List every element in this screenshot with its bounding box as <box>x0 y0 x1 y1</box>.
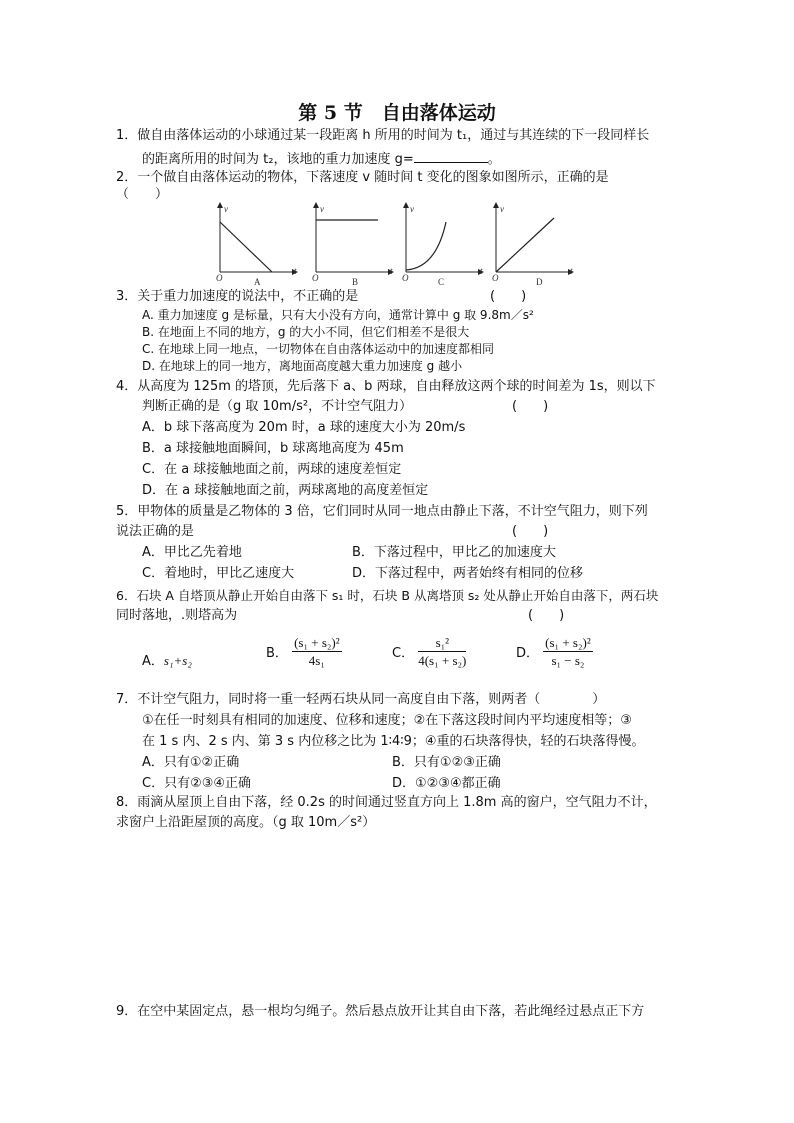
q4-option-c: C．在 a 球接触地面之前，两球的速度差恒定 <box>142 462 402 477</box>
graph-b-label: B <box>352 277 359 287</box>
q8-line2: 求窗户上沿距屋顶的高度。（g 取 10m／s²） <box>116 815 376 830</box>
q5-option-d: D．下落过程中，两者始终有相同的位移 <box>352 566 584 581</box>
q3-answer-paren: ( ) <box>490 289 527 304</box>
q6-option-a: A．s₁+s₂ <box>142 653 192 669</box>
q7-line3: 在 1 s 内、2 s 内、第 3 s 内位移之比为 1∶4∶9；④重的石块落得快，轻的石块落得慢。 <box>142 734 645 749</box>
q6-line2: 同时落地，.则塔高为 <box>116 608 238 623</box>
graph-a-label: A <box>254 277 261 287</box>
q3-option-d: D. 在地球上的同一地方，离地面高度越大重力加速度 g 越小 <box>142 359 463 373</box>
q7-line1: 7．不计空气阻力，同时将一重一轻两石块从同一高度自由下落，则两者（ ） <box>116 692 606 707</box>
q3-option-b: B. 在地面上不同的地方，g 的大小不同，但它们相差不是很大 <box>142 325 470 339</box>
q1-line2: 的距离所用的时间为 t₂，该地的重力加速度 g= 。 <box>142 152 501 167</box>
q3-option-a: A. 重力加速度 g 是标量，只有大小没有方向，通常计算中 g 取 9.8m／s² <box>142 308 534 322</box>
graph-d-label: D <box>536 277 543 287</box>
graph-b-v-label: v <box>320 204 324 214</box>
q2-line1: 2．一个做自由落体运动的物体，下落速度 v 随时间 t 变化的图象如图所示，正确的是 <box>116 170 609 185</box>
graph-a-origin: O <box>216 273 223 283</box>
q7-option-c: C．只有②③④正确 <box>142 776 252 791</box>
q6-option-b: B． $\frac{\text{(s₁ + s₂)²}}{\text{4s₁}}$ <box>266 635 340 668</box>
page-title: 第 5 节 自由落体运动 <box>298 102 496 124</box>
q1-line1: 1．做自由落体运动的小球通过某一段距离 h 所用的时间为 t₁，通过与其连续的下一段同样长 <box>116 128 650 143</box>
q3-option-c: C. 在地球上同一地点，一切物体在自由落体运动中的加速度都相同 <box>142 342 495 356</box>
q8-line1: 8．雨滴从屋顶上自由下落，经 0.2s 的时间通过竖直方向上 1.8m 高的窗户，空气阻力不计， <box>116 795 657 810</box>
q7-option-b: B．只有①②③正确 <box>392 755 501 770</box>
q6-answer-paren: ( ) <box>528 608 565 623</box>
q7-option-a: A．只有①②正确 <box>142 755 240 770</box>
q6-option-d: D． $\frac{\text{(s₁ + s₂)²}}{\text{s₁ − s₂}}$ <box>516 635 591 668</box>
q5-option-a: A．甲比乙先着地 <box>142 545 242 560</box>
q7-option-d: D．①②③④都正确 <box>392 776 501 791</box>
q4-option-a: A．b 球下落高度为 20m 时，a 球的速度大小为 20m/s <box>142 420 466 435</box>
q1-answer-blank[interactable] <box>414 150 488 163</box>
graph-c-origin: O <box>402 273 409 283</box>
q4-option-b: B．a 球接触地面瞬间，b 球离地高度为 45m <box>142 441 404 456</box>
q6-option-c: C． $\frac{\text{s₁²}}{\text{4(s₁ + s₂)}}$ <box>392 635 467 668</box>
q7-line2: ①在任一时刻具有相同的加速度、位移和速度；②在下落这段时间内平均速度相等；③ <box>142 713 632 728</box>
q5-line1: 5．甲物体的质量是乙物体的 3 倍，它们同时从同一地点由静止下落，不计空气阻力，则下列 <box>116 504 648 519</box>
q2-answer-paren: （ ） <box>116 187 169 202</box>
graph-d-t-label: t <box>570 266 573 276</box>
graph-d-origin: O <box>492 273 499 283</box>
graph-c-label: C <box>438 277 445 287</box>
q5-line2: 说法正确的是 <box>116 524 195 539</box>
q5-option-b: B．下落过程中，甲比乙的加速度大 <box>352 545 556 560</box>
graph-d-v-label: v <box>500 204 504 214</box>
graph-b-t-label: t <box>390 266 393 276</box>
q4-line2: 判断正确的是（g 取 10m/s²，不计空气阻力） <box>142 399 413 414</box>
graph-a-v-label: v <box>224 204 228 214</box>
q5-answer-paren: ( ) <box>512 524 549 539</box>
q4-line1: 4．从高度为 125m 的塔顶，先后落下 a、b 两球，自由释放这两个球的时间差为 1s，则以下 <box>116 379 656 394</box>
q6-line1: 6．石块 A 自塔顶从静止开始自由落下 s₁ 时，石块 B 从离塔顶 s₂ 处从静止开始自由落下，两石块 <box>116 588 659 603</box>
graph-c-t-label: t <box>480 266 483 276</box>
graph-b-origin: O <box>312 273 319 283</box>
graph-c-v-label: v <box>410 204 414 214</box>
q4-option-d: D．在 a 球接触地面之前，两球离地的高度差恒定 <box>142 483 429 498</box>
graph-a-t-label: t <box>294 266 297 276</box>
q3-stem: 3．关于重力加速度的说法中，不正确的是 <box>116 289 359 304</box>
q9-line1: 9．在空中某固定点，悬一根均匀绳子。然后悬点放开让其自由下落，若此绳经过悬点正下方 <box>116 1004 645 1019</box>
q4-answer-paren: ( ) <box>512 399 549 414</box>
q5-option-c: C．着地时，甲比乙速度大 <box>142 566 295 581</box>
